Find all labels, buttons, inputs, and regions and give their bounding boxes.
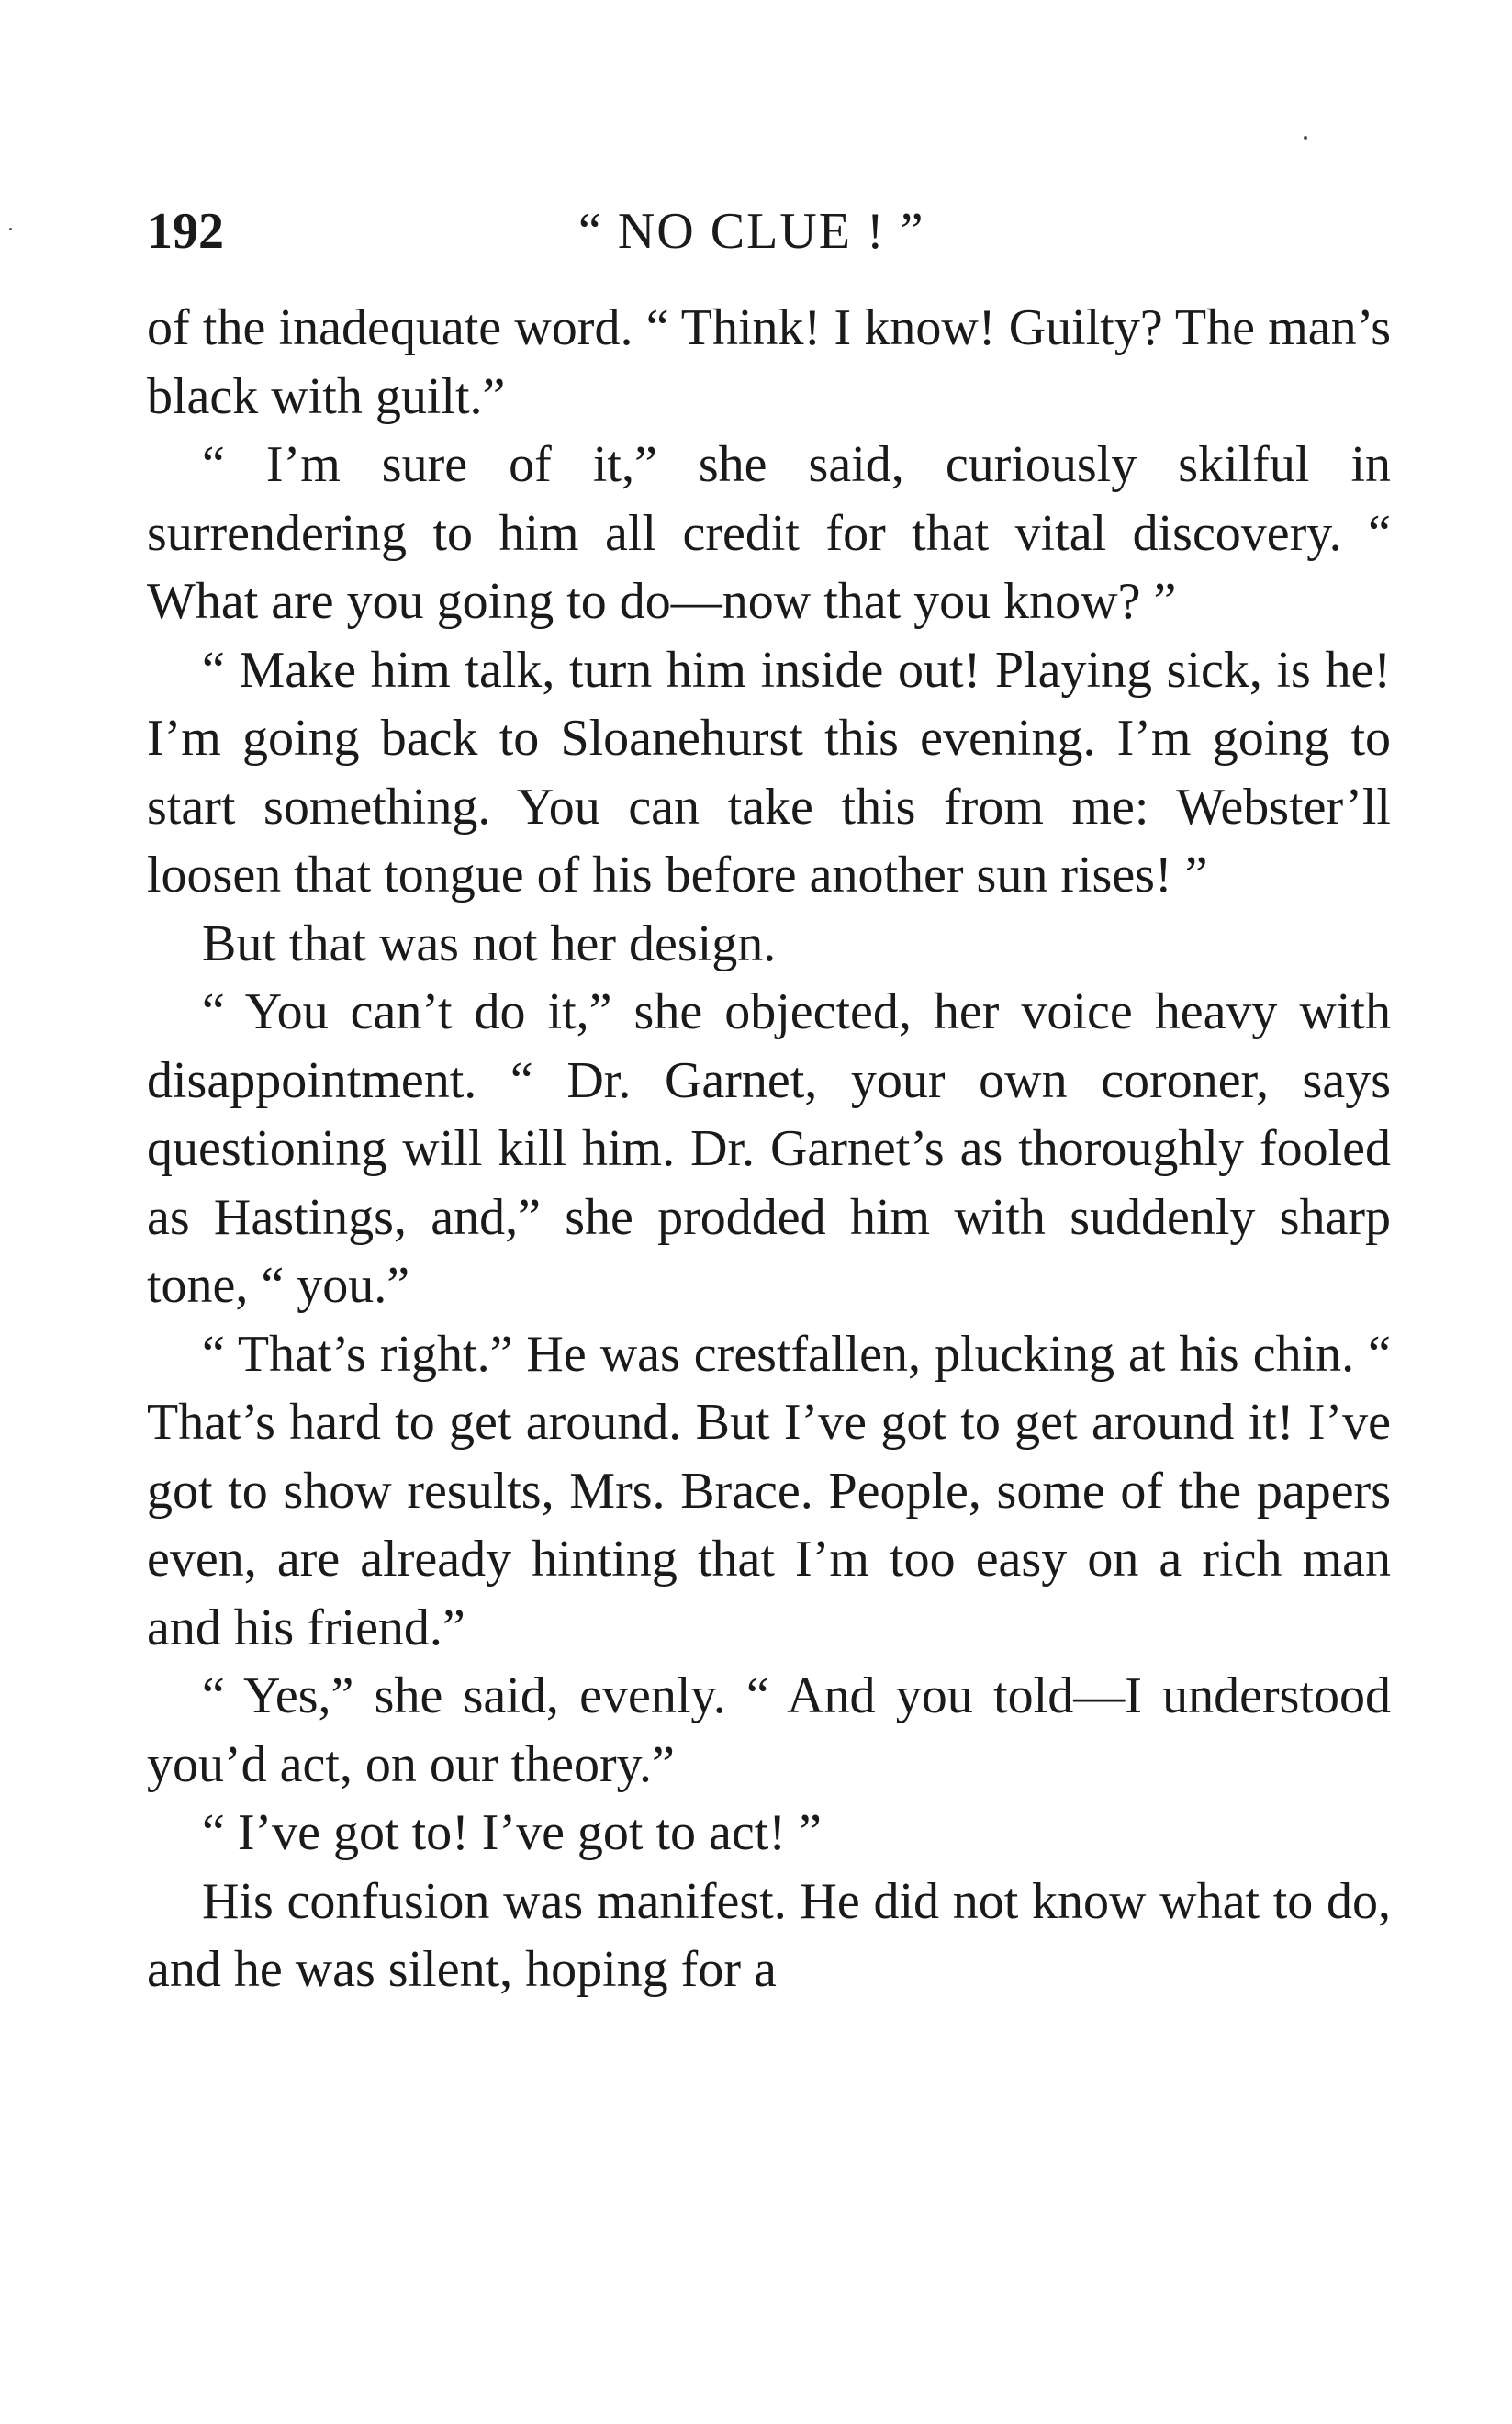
- paragraph: But that was not her design.: [202, 915, 777, 972]
- paragraph: “ I’m sure of it,” she said, curiously skilful in surrendering to him all credit for that vital discovery. “ What are you going to do—now that you know? ”: [147, 436, 1391, 630]
- paragraph: His confusion was manifest. He did not know what to do, and he was silent, hoping for a: [147, 1872, 1391, 1998]
- ink-speck: [1304, 136, 1307, 140]
- running-title: “ NO CLUE ! ”: [578, 203, 925, 260]
- paragraph: “ You can’t do it,” she objected, her voice heavy with disappointment. “ Dr. Garnet, your own coroner, says questioning will kill him. Dr. Garnet’s as thoroughly fooled as Hastings, and,” she prodded him with suddenly sharp tone, “ you.”: [147, 983, 1391, 1314]
- paragraph: “ That’s right.” He was crestfallen, plucking at his chin. “ That’s hard to get around. But I’ve got to get around it! I’ve got to show results, Mrs. Brace. People, some of the papers even, are already hinting that I’m too easy on a rich man and his friend.”: [147, 1325, 1391, 1656]
- ink-speck: [9, 228, 12, 230]
- running-head: [147, 193, 1391, 266]
- book-page: [147, 193, 1391, 2004]
- paragraph: “ Yes,” she said, evenly. “ And you told—I understood you’d act, on our theory.”: [147, 1667, 1391, 1793]
- page-number: 192: [147, 203, 224, 260]
- paragraph: “ I’ve got to! I’ve got to act! ”: [202, 1804, 822, 1861]
- paragraph: of the inadequate word. “ Think! I know! Guilty? The man’s black with guilt.”: [147, 299, 1391, 425]
- paragraph: “ Make him talk, turn him inside out! Playing sick, is he! I’m going back to Sloanehurst this evening. I’m going to start something. You can take this from me: Webster’ll loosen that tongue of his before another sun rises! ”: [147, 641, 1391, 903]
- body-text: [147, 294, 1391, 2004]
